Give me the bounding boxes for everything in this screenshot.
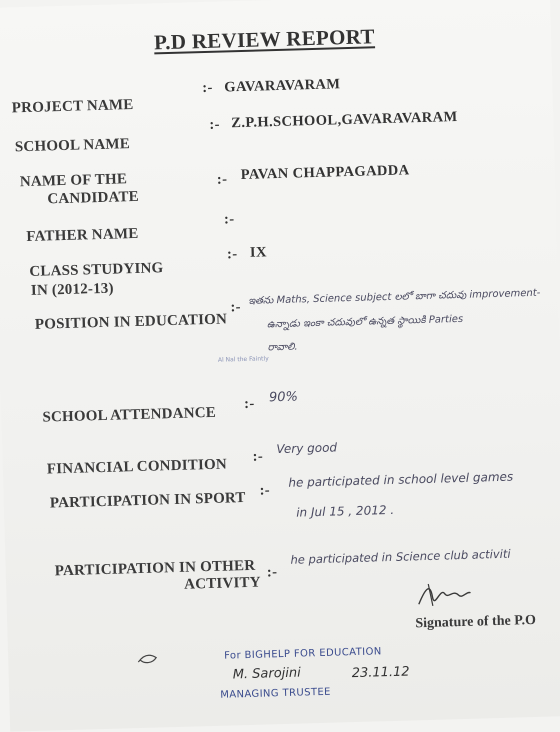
candidate-sep: :-: [216, 171, 228, 188]
father-name-sep: :-: [223, 211, 235, 228]
candidate-label-line2: CANDIDATE: [47, 188, 140, 208]
education-note-line3: రావాలి.: [267, 341, 298, 354]
attendance-label: SCHOOL ATTENDANCE: [42, 404, 217, 426]
other-activity-value: he participated in Science club activiti: [290, 546, 511, 567]
education-sep: :-: [230, 299, 242, 316]
financial-sep: :-: [252, 448, 264, 465]
class-studying-sep: :-: [226, 246, 238, 263]
stamp-mark-scribble: [136, 651, 160, 666]
financial-value: Very good: [276, 440, 338, 457]
sport-note-line1: he participated in school level games: [288, 469, 514, 490]
education-faint-note: Al Nal the Faintly: [217, 355, 269, 364]
project-name-label: PROJECT NAME: [11, 96, 134, 117]
stamp-org-line: For BIGHELP FOR EDUCATION: [224, 646, 382, 662]
class-studying-label-line2: IN (2012-13): [30, 280, 114, 299]
stamp-name: M. Sarojini: [232, 665, 301, 683]
school-name-value: Z.P.H.SCHOOL,GAVARAVARAM: [231, 108, 458, 132]
po-signature-scribble: [414, 579, 475, 613]
class-studying-value: IX: [249, 244, 268, 261]
school-name-label: SCHOOL NAME: [14, 136, 131, 156]
other-activity-label-line1: PARTICIPATION IN OTHER: [54, 557, 256, 580]
project-name-value: GAVARAVARAM: [224, 76, 341, 96]
stamp-date: 23.11.12: [351, 664, 410, 682]
page-title: P.D REVIEW REPORT: [153, 24, 376, 55]
candidate-value: PAVAN CHAPPAGADDA: [240, 162, 410, 184]
other-activity-sep: :-: [266, 564, 278, 581]
candidate-label-line1: NAME OF THE: [19, 171, 128, 191]
sport-label: PARTICIPATION IN SPORT: [49, 490, 246, 512]
school-name-sep: :-: [209, 116, 221, 133]
financial-label: FINANCIAL CONDITION: [46, 456, 228, 478]
education-label: POSITION IN EDUCATION: [34, 311, 228, 333]
attendance-value: 90%: [268, 389, 299, 406]
class-studying-label-line1: CLASS STUDYING: [29, 260, 164, 280]
other-activity-label-line2: ACTIVITY: [183, 574, 262, 593]
education-note-line2: ఉన్నాడు ఇంకా చదువులో ఉన్నత స్థాయికి Parties: [266, 313, 464, 331]
project-name-sep: :-: [202, 79, 214, 97]
sport-note-line2: in Jul 15 , 2012 .: [296, 502, 395, 520]
stamp-trustee-line: MANAGING TRUSTEE: [220, 686, 331, 701]
signature-label: Signature of the P.O: [415, 612, 537, 632]
attendance-sep: :-: [243, 395, 255, 413]
father-name-label: FATHER NAME: [26, 225, 139, 246]
education-note-line1: ఇతను Maths, Science subject లలో బాగా చదువు improvement-: [248, 287, 541, 307]
sport-sep: :-: [259, 482, 271, 499]
